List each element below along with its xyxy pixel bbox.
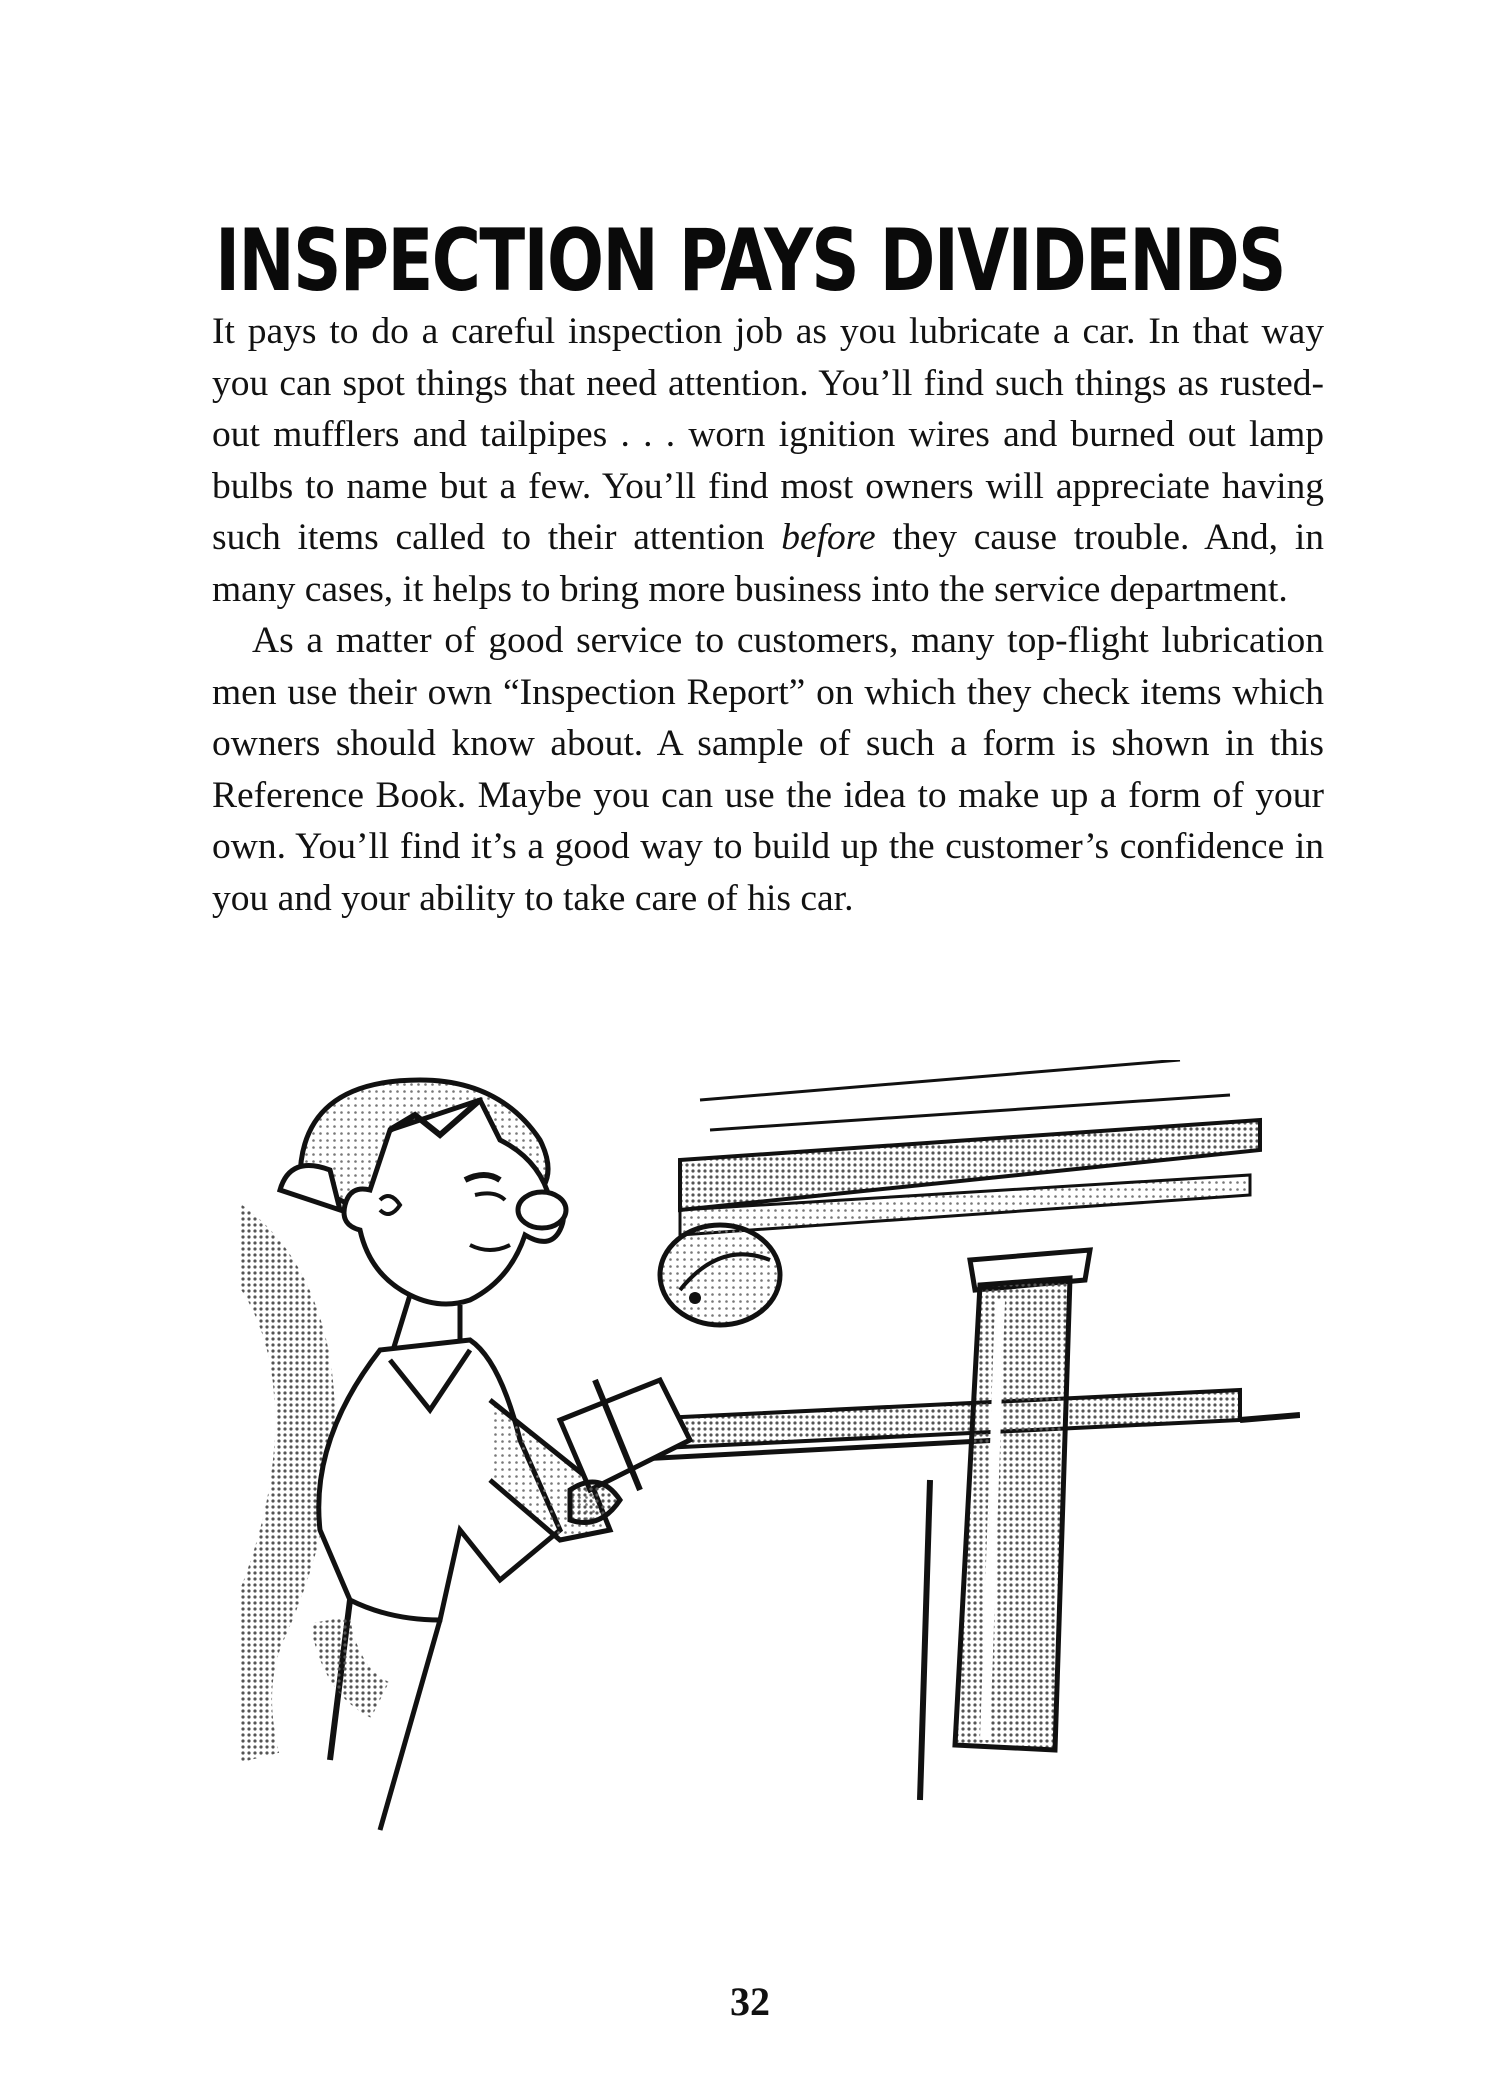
- paragraph-2: As a matter of good service to customers, many top-flight lubrication men use their own “Inspection Report” on which they check items which owners should know about. A sample of such a form is shown in this Reference Book. Maybe you can use the idea to make up a form of your own. You’ll find it’s a good way to build up the customer’s confidence in you and your ability to take care of his car.: [212, 620, 1324, 919]
- paragraph-1-text: It pays to do a careful inspection job as you lubricate a car. In that way you can spot things that need attention. You’ll find such things as rusted-out mufflers and tailpipes . . . worn ignition wires and burned out lamp bulbs to name but a few. You’ll find most owners will appreciate having such items called to their attention: [212, 311, 1324, 558]
- paragraph-1-text-end: they cause trouble. And, in many cases, it helps to bring more business into the service department.: [212, 517, 1324, 610]
- page-number: 32: [730, 1979, 770, 2024]
- emphasis-before: before: [781, 517, 876, 558]
- body-text: [212, 306, 1324, 924]
- mechanic-figure: [240, 1080, 690, 1830]
- lift-post: [920, 1250, 1090, 1800]
- paragraph-1: [212, 306, 1324, 615]
- page-title: INSPECTION PAYS DIVIDENDS: [215, 210, 1285, 311]
- brake-drum: [660, 1225, 780, 1325]
- mechanic-illustration: [240, 1060, 1300, 1860]
